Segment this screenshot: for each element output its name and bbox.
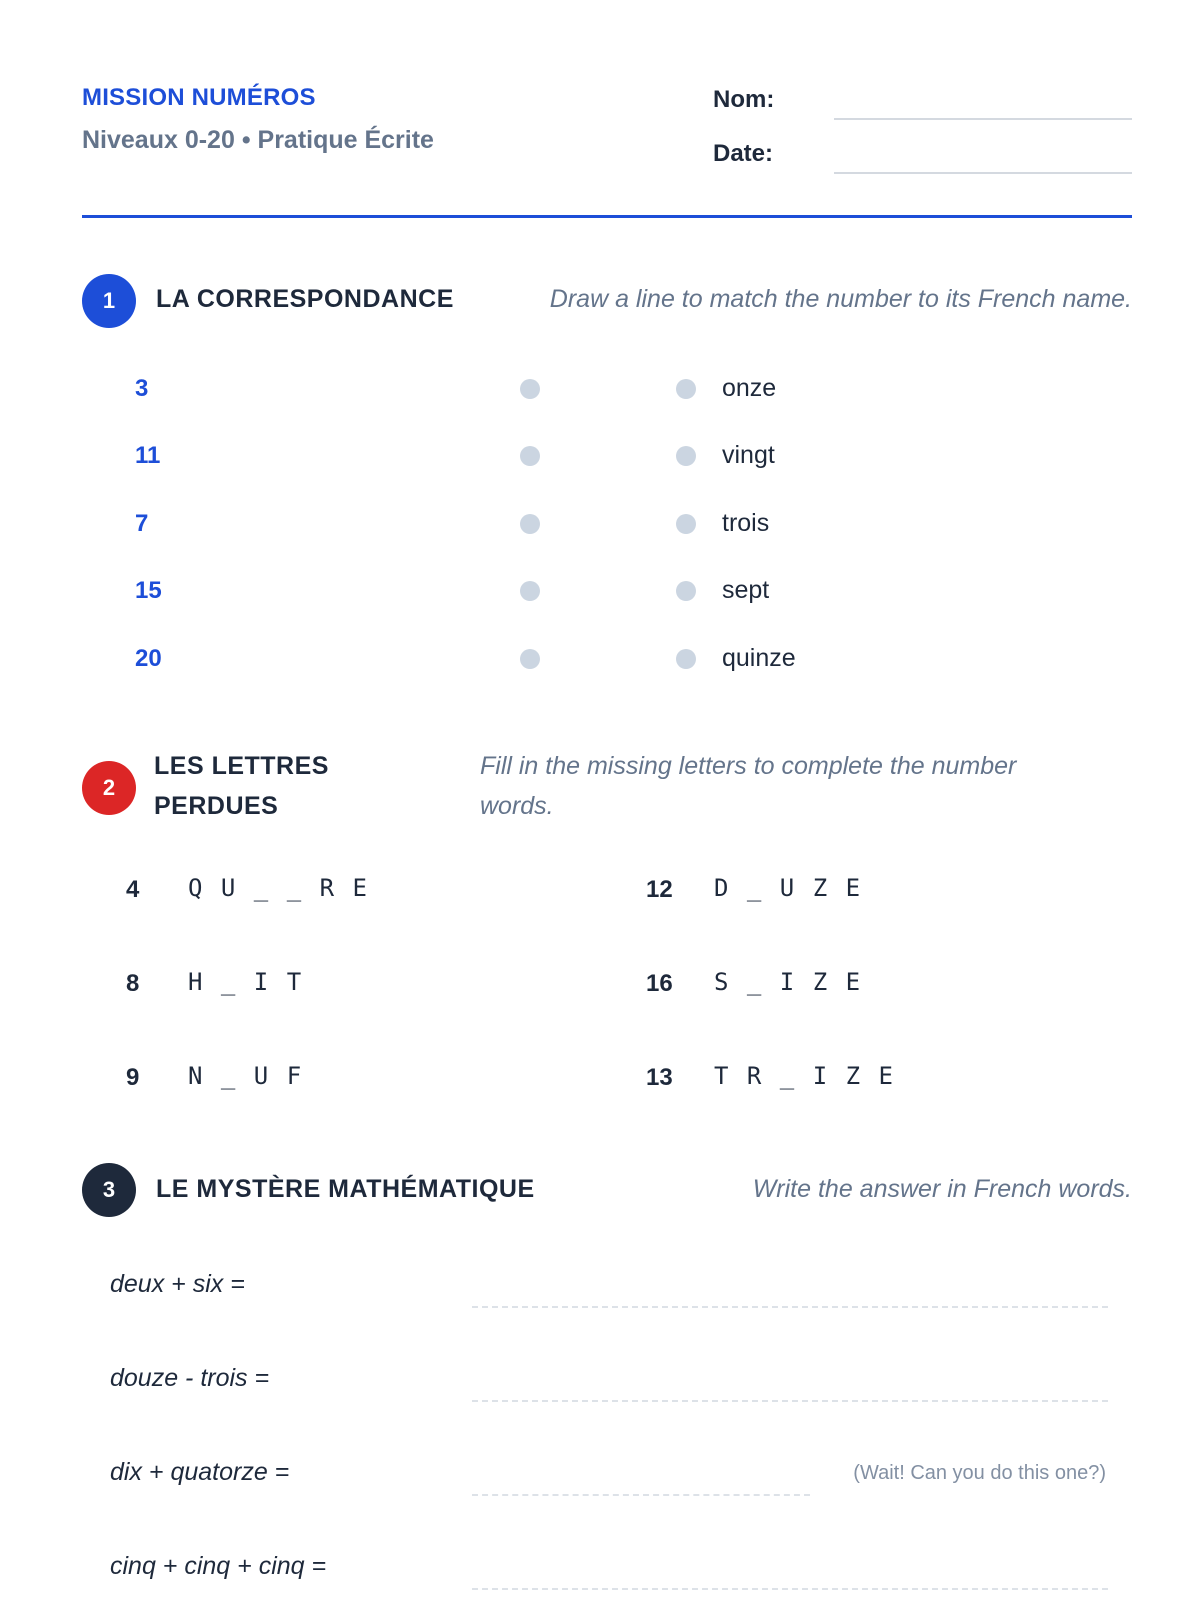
match-dot-left[interactable] — [520, 514, 540, 534]
letters-word[interactable]: T R _ I Z E — [714, 1062, 895, 1090]
match-dot-left[interactable] — [520, 446, 540, 466]
answer-line[interactable] — [472, 1588, 1108, 1590]
worksheet-subtitle: Niveaux 0-20 • Pratique Écrite — [82, 126, 434, 154]
section-2-badge: 2 — [82, 761, 136, 815]
letters-number: 4 — [126, 876, 140, 903]
worksheet-title: MISSION NUMÉROS — [82, 84, 316, 111]
match-word: vingt — [722, 441, 775, 469]
match-number: 15 — [135, 577, 162, 604]
answer-line[interactable] — [472, 1400, 1108, 1402]
section-2-title: LES LETTRES — [154, 752, 329, 780]
section-2-title: PERDUES — [154, 792, 279, 820]
match-number: 3 — [135, 375, 149, 402]
name-field[interactable] — [834, 118, 1132, 120]
match-dot-left[interactable] — [520, 581, 540, 601]
match-dot-right[interactable] — [676, 514, 696, 534]
match-word: onze — [722, 374, 777, 402]
letters-word[interactable]: S _ I Z E — [714, 968, 863, 996]
match-dot-right[interactable] — [676, 446, 696, 466]
section-3-title: LE MYSTÈRE MATHÉMATIQUE — [156, 1175, 535, 1203]
section-3-instruction: Write the answer in French words. — [752, 1175, 1132, 1203]
date-label: Date: — [713, 140, 774, 167]
section-2-instruction: words. — [480, 792, 554, 820]
letters-number: 12 — [646, 876, 673, 903]
letters-number: 8 — [126, 970, 140, 997]
match-number: 7 — [135, 510, 149, 537]
match-number: 11 — [135, 442, 161, 469]
match-word: quinze — [722, 644, 796, 672]
answer-line[interactable] — [472, 1494, 810, 1496]
letters-word[interactable]: D _ U Z E — [714, 874, 863, 902]
answer-line[interactable] — [472, 1306, 1108, 1308]
match-dot-left[interactable] — [520, 649, 540, 669]
section-3-badge: 3 — [82, 1163, 136, 1217]
letters-number: 16 — [646, 970, 673, 997]
match-dot-right[interactable] — [676, 379, 696, 399]
match-word: sept — [722, 576, 770, 604]
header-divider — [82, 215, 1132, 218]
letters-word[interactable]: N _ U F — [188, 1062, 304, 1090]
math-equation: dix + quatorze = — [110, 1458, 290, 1486]
section-2-instruction: Fill in the missing letters to complete the number — [480, 752, 1017, 780]
letters-word[interactable]: Q U _ _ R E — [188, 874, 369, 902]
match-word: trois — [722, 509, 770, 537]
section-1-title: LA CORRESPONDANCE — [156, 285, 454, 313]
bonus-hint: (Wait! Can you do this one?) — [853, 1462, 1106, 1484]
letters-number: 9 — [126, 1064, 140, 1091]
name-label: Nom: — [713, 86, 775, 113]
math-equation: deux + six = — [110, 1270, 245, 1298]
math-equation: cinq + cinq + cinq = — [110, 1552, 327, 1580]
section-1-badge: 1 — [82, 274, 136, 328]
match-dot-left[interactable] — [520, 379, 540, 399]
date-field[interactable] — [834, 172, 1132, 174]
match-number: 20 — [135, 645, 162, 672]
section-1-instruction: Draw a line to match the number to its French name. — [549, 285, 1132, 313]
math-equation: douze - trois = — [110, 1364, 270, 1392]
letters-word[interactable]: H _ I T — [188, 968, 304, 996]
match-dot-right[interactable] — [676, 581, 696, 601]
letters-number: 13 — [646, 1064, 673, 1091]
match-dot-right[interactable] — [676, 649, 696, 669]
